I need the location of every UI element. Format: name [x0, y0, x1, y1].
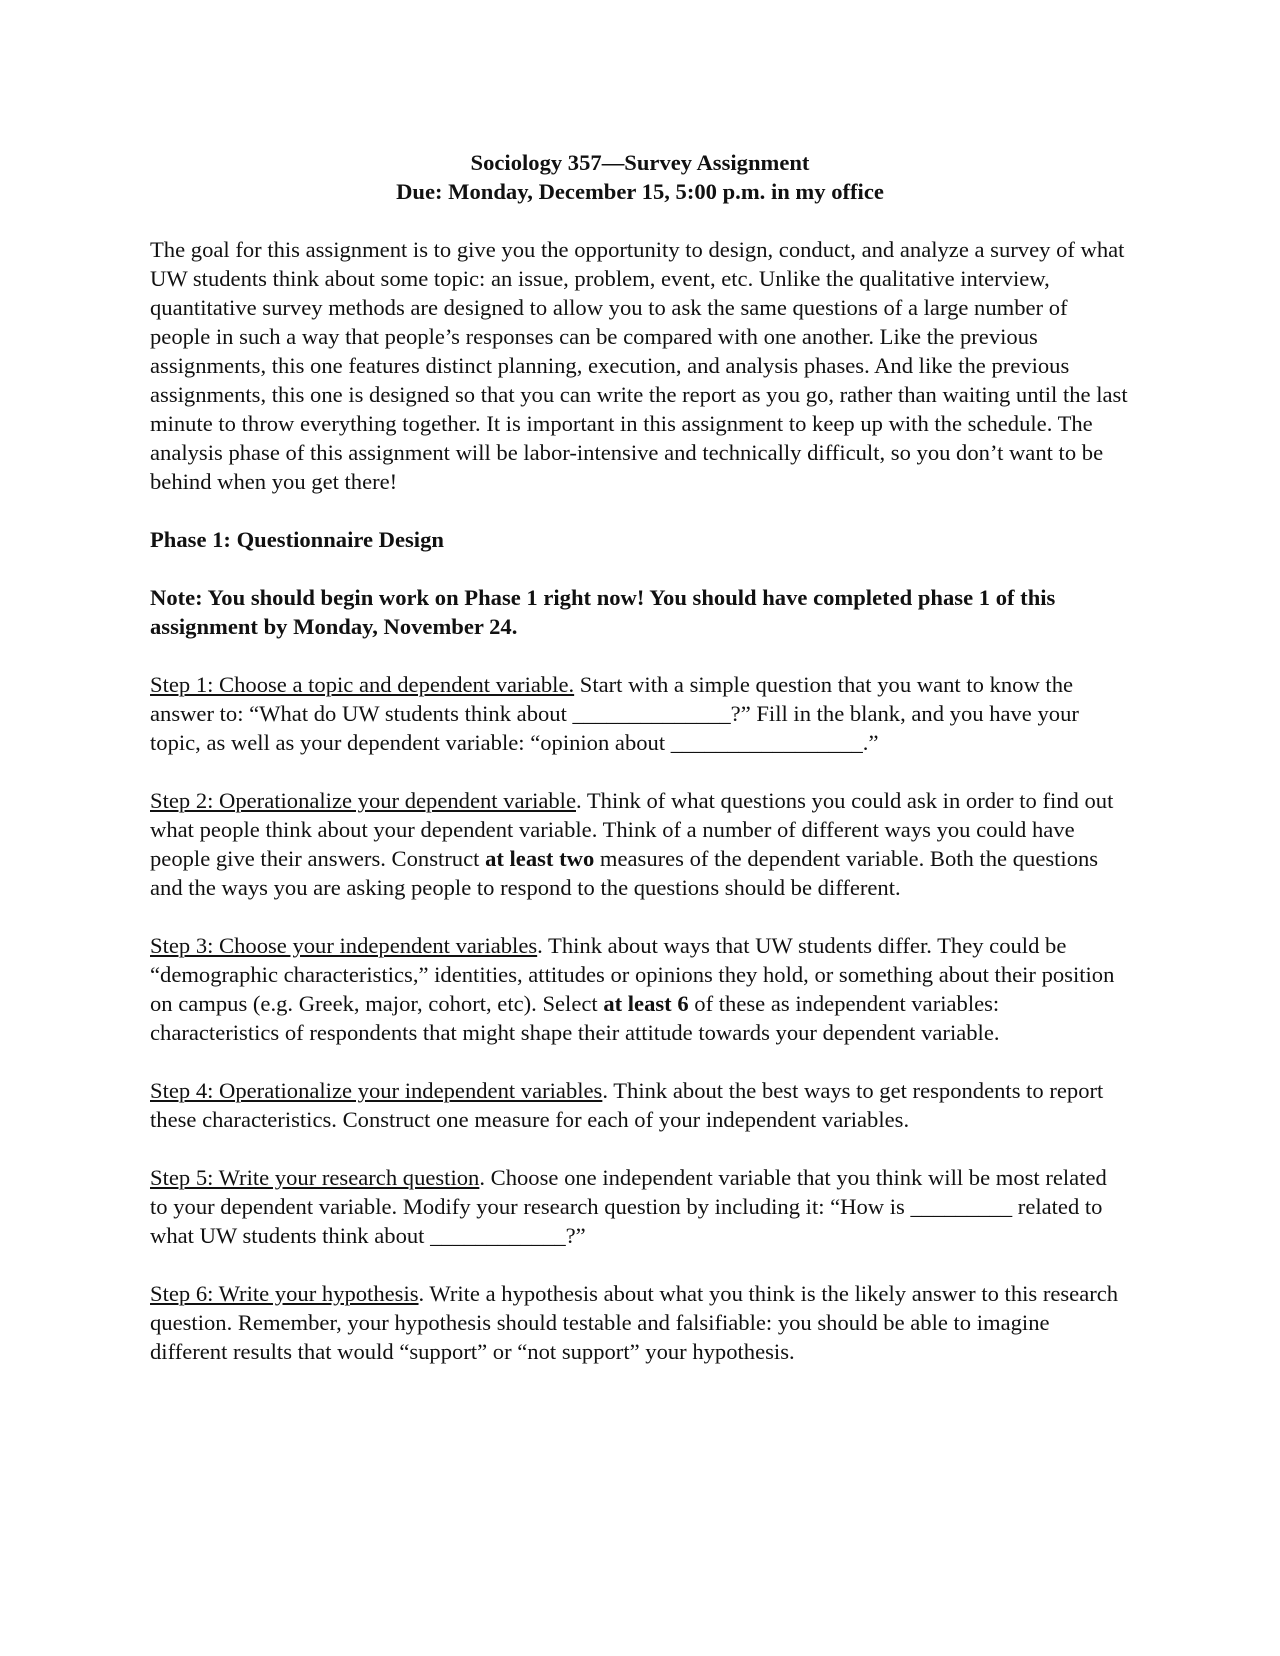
- step-4-paragraph: [150, 1076, 1130, 1134]
- phase-1-heading: Phase 1: Questionnaire Design: [150, 527, 444, 552]
- document-title: Sociology 357—Survey Assignment: [470, 150, 810, 175]
- step-2-text: . Think of what questions you could ask in order to find out what people think about your dependent variable. Think of a number of different ways you could have people give their answers. Construct: [150, 788, 1114, 871]
- step-2-text-end: measures of the dependent variable. Both the questions and the ways you are asking people to respond to the questions should be different.: [150, 846, 1099, 900]
- step-3-emphasis: at least 6: [603, 991, 689, 1016]
- step-3-text-end: of these as independent variables: characteristics of respondents that might shape their attitude towards your dependent variable.: [150, 991, 1000, 1045]
- document-body: [150, 148, 1130, 1395]
- step-2-emphasis: at least two: [485, 846, 595, 871]
- step-4-label: Step 4: Operationalize your independent variables: [150, 1078, 603, 1103]
- step-1-label: Step 1: Choose a topic and dependent variable.: [150, 672, 575, 697]
- due-date: Due: Monday, December 15, 5:00 p.m. in my office: [396, 179, 884, 204]
- step-3-label: Step 3: Choose your independent variables: [150, 933, 538, 958]
- step-6-paragraph: [150, 1279, 1130, 1366]
- intro-paragraph: The goal for this assignment is to give you the opportunity to design, conduct, and analyze a survey of what UW students think about some topic: an issue, problem, event, etc. Unlike the qualitative interview, quantitative survey methods are designed to allow you to ask the same questions of a large number of people in such a way that people’s responses can be compared with one another. Like the previous assignments, this one features distinct planning, execution, and analysis phases. And like the previous assignments, this one is designed so that you can write the report as you go, rather than waiting until the last minute to throw everything together. It is important in this assignment to keep up with the schedule. The analysis phase of this assignment will be labor-intensive and technically difficult, so you don’t want to be behind when you get there!: [150, 237, 1128, 494]
- step-5-label: Step 5: Write your research question: [150, 1165, 480, 1190]
- step-3-text: . Think about ways that UW students differ. They could be “demographic characteristics,” identities, attitudes or opinions they hold, or something about their position on campus (e.g. Greek, major, cohort, etc). Select: [150, 933, 1115, 1016]
- step-2-paragraph: [150, 786, 1130, 902]
- phase-1-note: Note: You should begin work on Phase 1 right now! You should have completed phase 1 of this assignment by Monday, November 24.: [150, 585, 1056, 639]
- step-6-text: . Write a hypothesis about what you think is the likely answer to this research question. Remember, your hypothesis should testable and falsifiable: you should be able to imagine different results that would “support” or “not support” your hypothesis.: [150, 1281, 1119, 1364]
- title-block: [150, 148, 1130, 206]
- step-1-text: Start with a simple question that you want to know the answer to: “What do UW students think about ______________?” Fill in the blank, and you have your topic, as well as your dependent variable: “opinion about _________________.”: [150, 672, 1079, 755]
- step-4-text: . Think about the best ways to get respondents to report these characteristics. Construct one measure for each of your independent variables.: [150, 1078, 1104, 1132]
- step-5-paragraph: [150, 1163, 1130, 1250]
- step-6-label: Step 6: Write your hypothesis: [150, 1281, 419, 1306]
- step-1-paragraph: [150, 670, 1130, 757]
- step-2-label: Step 2: Operationalize your dependent variable: [150, 788, 576, 813]
- step-5-text: . Choose one independent variable that you think will be most related to your dependent variable. Modify your research question by including it: “How is _________ related to what UW students think about ____________?”: [150, 1165, 1107, 1248]
- step-3-paragraph: [150, 931, 1130, 1047]
